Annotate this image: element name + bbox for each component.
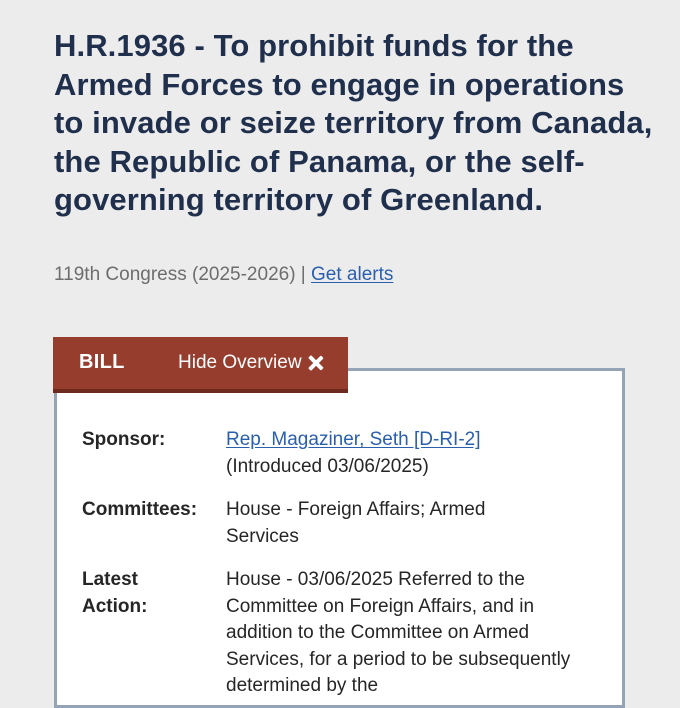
latest-action-label <box>82 567 147 620</box>
page-title: H.R.1936 - To prohibit funds for the Armed Forces to engage in operations to invade or seize territory from Canada, the Republic of Panama, or the self-governing territory of Greenland. <box>54 28 653 218</box>
hide-overview-label: Hide Overview <box>178 352 302 373</box>
congress-session: 119th Congress (2025-2026) <box>54 264 296 285</box>
hide-overview-button[interactable] <box>178 352 324 374</box>
sponsor-link[interactable]: Rep. Magaziner, Seth [D-RI-2] <box>226 429 481 450</box>
latest-action-label-line1: Latest <box>82 569 138 590</box>
latest-action-label-line2: Action: <box>82 595 148 617</box>
latest-action-value: House - 03/06/2025 Referred to the Committee on Foreign Affairs, and in addition to the Committee on Armed Services, for a period to be subsequently determined by the <box>226 569 571 696</box>
introduced-date: (Introduced 03/06/2025) <box>226 455 429 477</box>
overview-tab-bar <box>53 337 348 389</box>
get-alerts-link[interactable]: Get alerts <box>311 264 394 285</box>
committees-label: Committees: <box>82 499 198 520</box>
close-icon <box>308 355 324 371</box>
congress-line <box>54 264 393 286</box>
sponsor-value <box>226 427 586 480</box>
committees-value: House - Foreign Affairs; Armed Services <box>226 499 486 547</box>
bill-type-tab: BILL <box>79 351 125 373</box>
separator: | <box>295 264 312 285</box>
sponsor-label: Sponsor: <box>82 429 166 450</box>
